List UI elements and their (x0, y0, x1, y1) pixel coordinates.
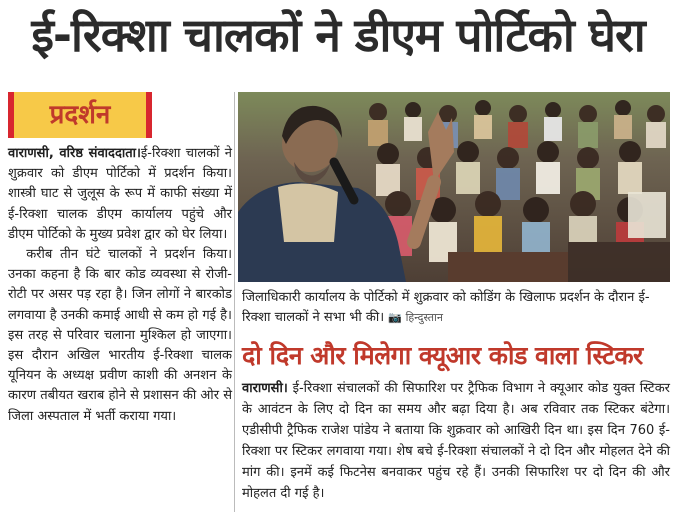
story-1-dateline: वाराणसी, वरिष्ठ संवाददाता। (8, 146, 141, 161)
story-1-para-2: करीब तीन घंटे चालकों ने प्रदर्शन किया। उनका कहना है कि बार कोड व्यवस्था से रोजी-रोटी पर असर पड़ रहा है। जिन लोगों ने बारकोड लगवाया है उनकी कमाई आधी से कम हो गई है। इस तरह से परिवार चलाना मुश्किल हो जाएगा। इस दौरान अखिल भारतीय ई-रिक्शा चालक यूनियन के अध्यक्ष प्रवीण काशी की अनशन के कारण तबीयत खराब होने से प्रशासन की ओर से जिला अस्पताल में भर्ती कराया गया। (8, 247, 232, 424)
story-2-dateline: वाराणसी। (242, 381, 288, 396)
story-2-para (242, 378, 670, 504)
photo-caption-text: जिलाधिकारी कार्यालय के पोर्टिको में शुक्रवार को कोडिंग के खिलाफ प्रदर्शन के दौरान ई-रिक्शा चालकों ने सभा भी की। (242, 290, 650, 325)
story-1-body (8, 144, 232, 516)
photo-credit (388, 311, 443, 324)
story-2-headline: दो दिन और मिलेगा क्यूआर कोड वाला स्टिकर (242, 341, 643, 370)
story-2-body (242, 378, 670, 504)
camera-icon: 📷 (388, 311, 403, 324)
topic-tag: प्रदर्शन (8, 92, 152, 138)
story-2-text: ई-रिक्शा संचालकों की सिफारिश पर ट्रैफिक विभाग ने क्यूआर कोड युक्त स्टिकर के आवंटन के लिए दो दिन का समय और बढ़ा दिया है। अब रविवार तक स्टिकर बंटेगा। एडीसीपी ट्रैफिक राजेश पांडेय ने बताया कि शुक्रवार को आखिरी दिन था। इस दिन 760 ई-रिक्शा पर स्टिकर लगवाया गया। शेष बचे ई-रिक्शा संचालकों ने दो दिन और मोहलत देने की मांग की। इनमें कई फिटनेस बनवाकर पहुंच रहे हैं। उनकी सिफारिश पर दो दिन की और मोहलत दी गई है। (242, 381, 670, 501)
column-divider (234, 92, 235, 512)
story-1-para-1 (8, 144, 232, 245)
story-1-para-1-text: ई-रिक्शा चालकों ने शुक्रवार को डीएम पोर्टिको में प्रदर्शन किया। शास्त्री घाट से जुलूस के रूप में काफी संख्या में ई-रिक्शा चालक डीएम कार्यालय पहुंचे और डीएम पोर्टिको के मुख्य प्रवेश द्वार को घेर लिया। (8, 146, 232, 242)
photo-caption (242, 288, 670, 332)
news-photo (238, 92, 670, 282)
protest-crowd-photo (238, 92, 670, 282)
photo-credit-text: हिन्दुस्तान (405, 311, 443, 324)
headline: ई-रिक्शा चालकों ने डीएम पोर्टिको घेरा (31, 8, 645, 62)
